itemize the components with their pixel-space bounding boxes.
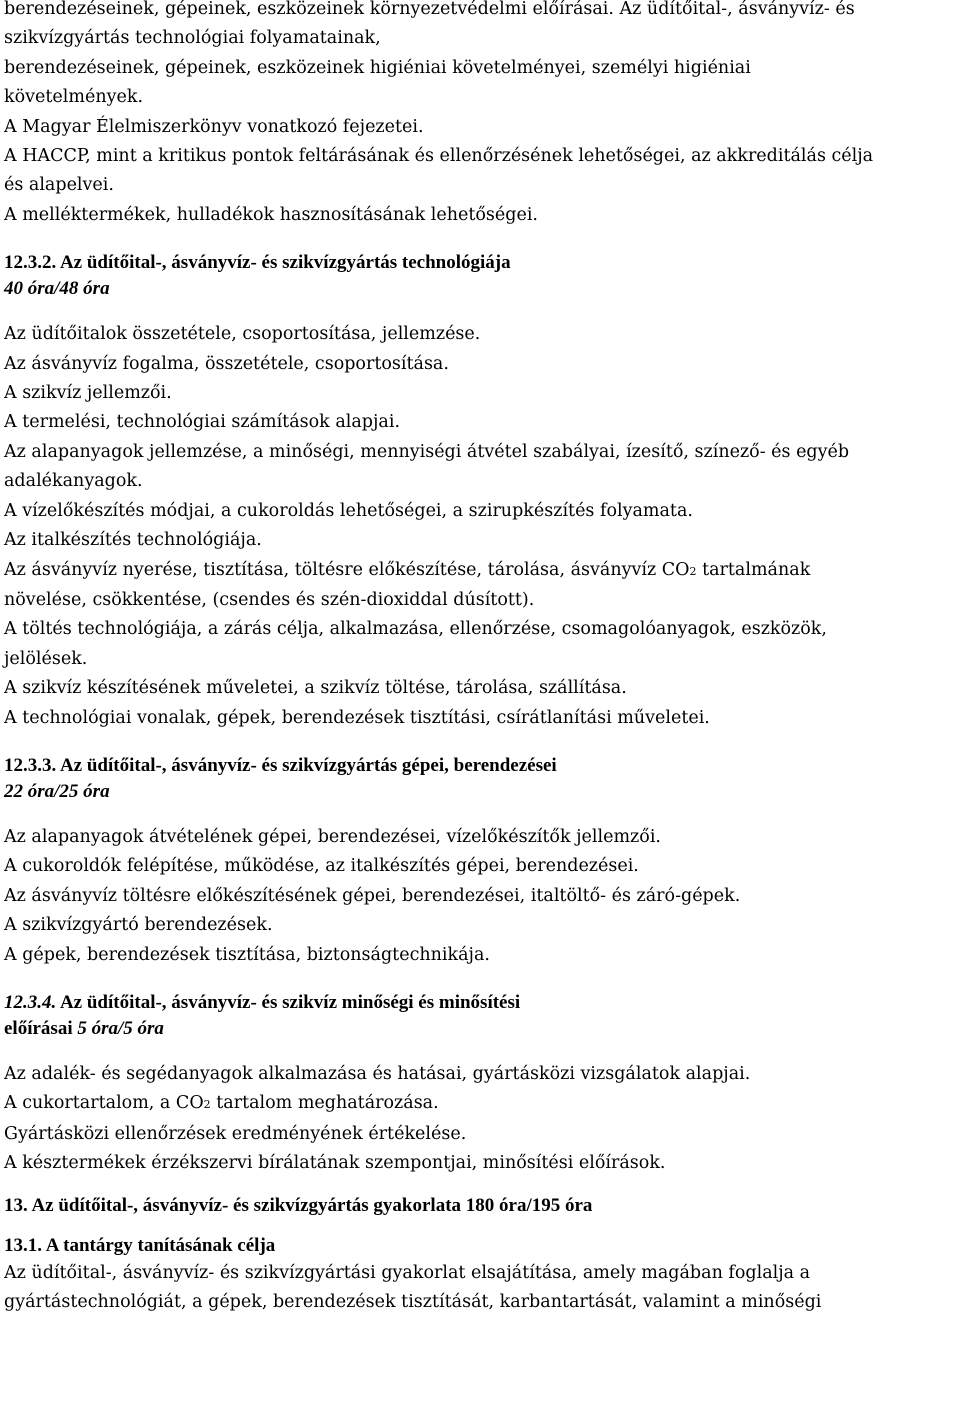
chapter-heading bbox=[4, 1193, 954, 1219]
text-line: A gépek, berendezések tisztítása, biztonságtechnikája. bbox=[4, 944, 490, 965]
section-12-3-3 bbox=[4, 753, 954, 970]
text-line: adalékanyagok. bbox=[4, 471, 143, 492]
text-line: jelölések. bbox=[4, 648, 88, 669]
text-line: Az ásványvíz fogalma, összetétele, csoportosítása. bbox=[4, 353, 449, 374]
text-line: Az ásványvíz töltésre előkészítésének gépei, berendezései, italtöltő- és záró-gépek. bbox=[4, 885, 741, 906]
text-line: követelmények. bbox=[4, 87, 144, 108]
section-number: 12.3.3. bbox=[4, 754, 57, 776]
section-title: Az üdítőital-, ásványvíz- és szikvízgyártás technológiája bbox=[59, 252, 511, 274]
co2-text-end: tartalom meghatározása. bbox=[210, 1093, 439, 1114]
text-line: A vízelőkészítés módjai, a cukoroldás lehetőségei, a szirupkészítés folyamata. bbox=[4, 500, 693, 521]
text-line: Az üdítőitalok összetétele, csoportosítása, jellemzése. bbox=[4, 324, 481, 345]
co2-text-start: Az ásványvíz nyerése, tisztítása, töltésre előkészítése, tárolása, ásványvíz CO bbox=[4, 559, 690, 580]
section-number: 13.1. bbox=[4, 1234, 42, 1256]
text-line-co2 bbox=[4, 1089, 954, 1119]
text-line: A szikvíz készítésének műveletei, a szikvíz töltése, tárolása, szállítása. bbox=[4, 678, 627, 699]
co2-text-end: tartalmának bbox=[696, 559, 811, 580]
text-line: gyártástechnológiát, a gépek, berendezések tisztítását, karbantartását, valamint a minőségi bbox=[4, 1292, 822, 1312]
section-12-3-2 bbox=[4, 250, 954, 733]
section-12-3-4 bbox=[4, 990, 954, 1179]
section-hours: 22 óra/25 óra bbox=[4, 780, 110, 802]
text-line: A termelési, technológiai számítások alapjai. bbox=[4, 412, 401, 433]
text-line: Az alapanyagok jellemzése, a minőségi, mennyiségi átvétel szabályai, ízesítő, színező- és egyéb bbox=[4, 441, 850, 462]
section-number: 12.3.2. bbox=[4, 252, 57, 274]
text-line: berendezéseinek, gépeinek, eszközeinek környezetvédelmi előírásai. Az üdítőital-, ásványvíz- és bbox=[4, 0, 855, 19]
section-title: Az üdítőital-, ásványvíz- és szikvíz minőségi és minősítési bbox=[59, 991, 521, 1013]
section-title: Az üdítőital-, ásványvíz- és szikvízgyártás gyakorlata 180 óra/195 óra bbox=[31, 1194, 593, 1216]
text-line: Az üdítőital-, ásványvíz- és szikvízgyártási gyakorlat elsajátítása, amely magában foglalja a bbox=[4, 1262, 811, 1283]
text-line: Az adalék- és segédanyagok alkalmazása és hatásai, gyártásközi vizsgálatok alapjai. bbox=[4, 1063, 751, 1084]
text-line: A melléktermékek, hulladékok hasznosításának lehetőségei. bbox=[4, 204, 538, 225]
text-line: és alapelvei. bbox=[4, 175, 114, 196]
intro-block bbox=[4, 0, 954, 230]
section-13 bbox=[4, 1193, 954, 1219]
section-hours: 5 óra/5 óra bbox=[77, 1017, 164, 1039]
text-line: szikvízgyártás technológiai folyamatainak, bbox=[4, 28, 381, 49]
document-page bbox=[4, 0, 954, 1317]
text-line: A HACCP, mint a kritikus pontok feltárásának és ellenőrzésének lehetőségei, az akkreditálás célja bbox=[4, 146, 874, 167]
section-number: 13. bbox=[4, 1194, 28, 1216]
text-line-co2 bbox=[4, 556, 954, 586]
text-line: növelése, csökkentése, (csendes és szén-dioxiddal dúsított). bbox=[4, 589, 535, 610]
section-title: Az üdítőital-, ásványvíz- és szikvízgyártás gépei, berendezései bbox=[59, 754, 557, 776]
text-line: A késztermékek érzékszervi bírálatának szempontjai, minősítési előírások. bbox=[4, 1153, 666, 1174]
co2-text-start: A cukortartalom, a CO bbox=[4, 1093, 204, 1114]
co2-subscript: 2 bbox=[203, 1098, 211, 1112]
text-line: A Magyar Élelmiszerkönyv vonatkozó fejezetei. bbox=[4, 116, 424, 137]
text-line: A cukoroldók felépítése, működése, az italkészítés gépei, berendezései. bbox=[4, 856, 639, 877]
text-line: berendezéseinek, gépeinek, eszközeinek higiéniai követelményei, személyi higiéniai bbox=[4, 57, 751, 78]
text-line: A szikvíz jellemzői. bbox=[4, 383, 172, 404]
section-title-cont: előírásai bbox=[4, 1017, 73, 1039]
text-line: Az italkészítés technológiája. bbox=[4, 530, 262, 551]
text-line: A szikvízgyártó berendezések. bbox=[4, 915, 273, 936]
section-heading bbox=[4, 753, 954, 779]
section-heading-line2 bbox=[4, 1016, 954, 1042]
text-line: Az alapanyagok átvételének gépei, berendezései, vízelőkészítők jellemzői. bbox=[4, 826, 661, 847]
section-heading bbox=[4, 990, 954, 1016]
text-line: Gyártásközi ellenőrzések eredményének értékelése. bbox=[4, 1123, 467, 1144]
co2-subscript: 2 bbox=[689, 564, 697, 578]
section-13-1 bbox=[4, 1233, 954, 1318]
section-title: A tantárgy tanításának célja bbox=[45, 1234, 276, 1256]
section-number: 12.3.4. bbox=[4, 991, 57, 1013]
section-hours: 40 óra/48 óra bbox=[4, 278, 110, 300]
text-line: A töltés technológiája, a zárás célja, alkalmazása, ellenőrzése, csomagolóanyagok, eszközök, bbox=[4, 619, 827, 640]
section-heading bbox=[4, 250, 954, 276]
section-heading bbox=[4, 1233, 954, 1259]
text-line: A technológiai vonalak, gépek, berendezések tisztítási, csírátlanítási műveletei. bbox=[4, 707, 710, 728]
